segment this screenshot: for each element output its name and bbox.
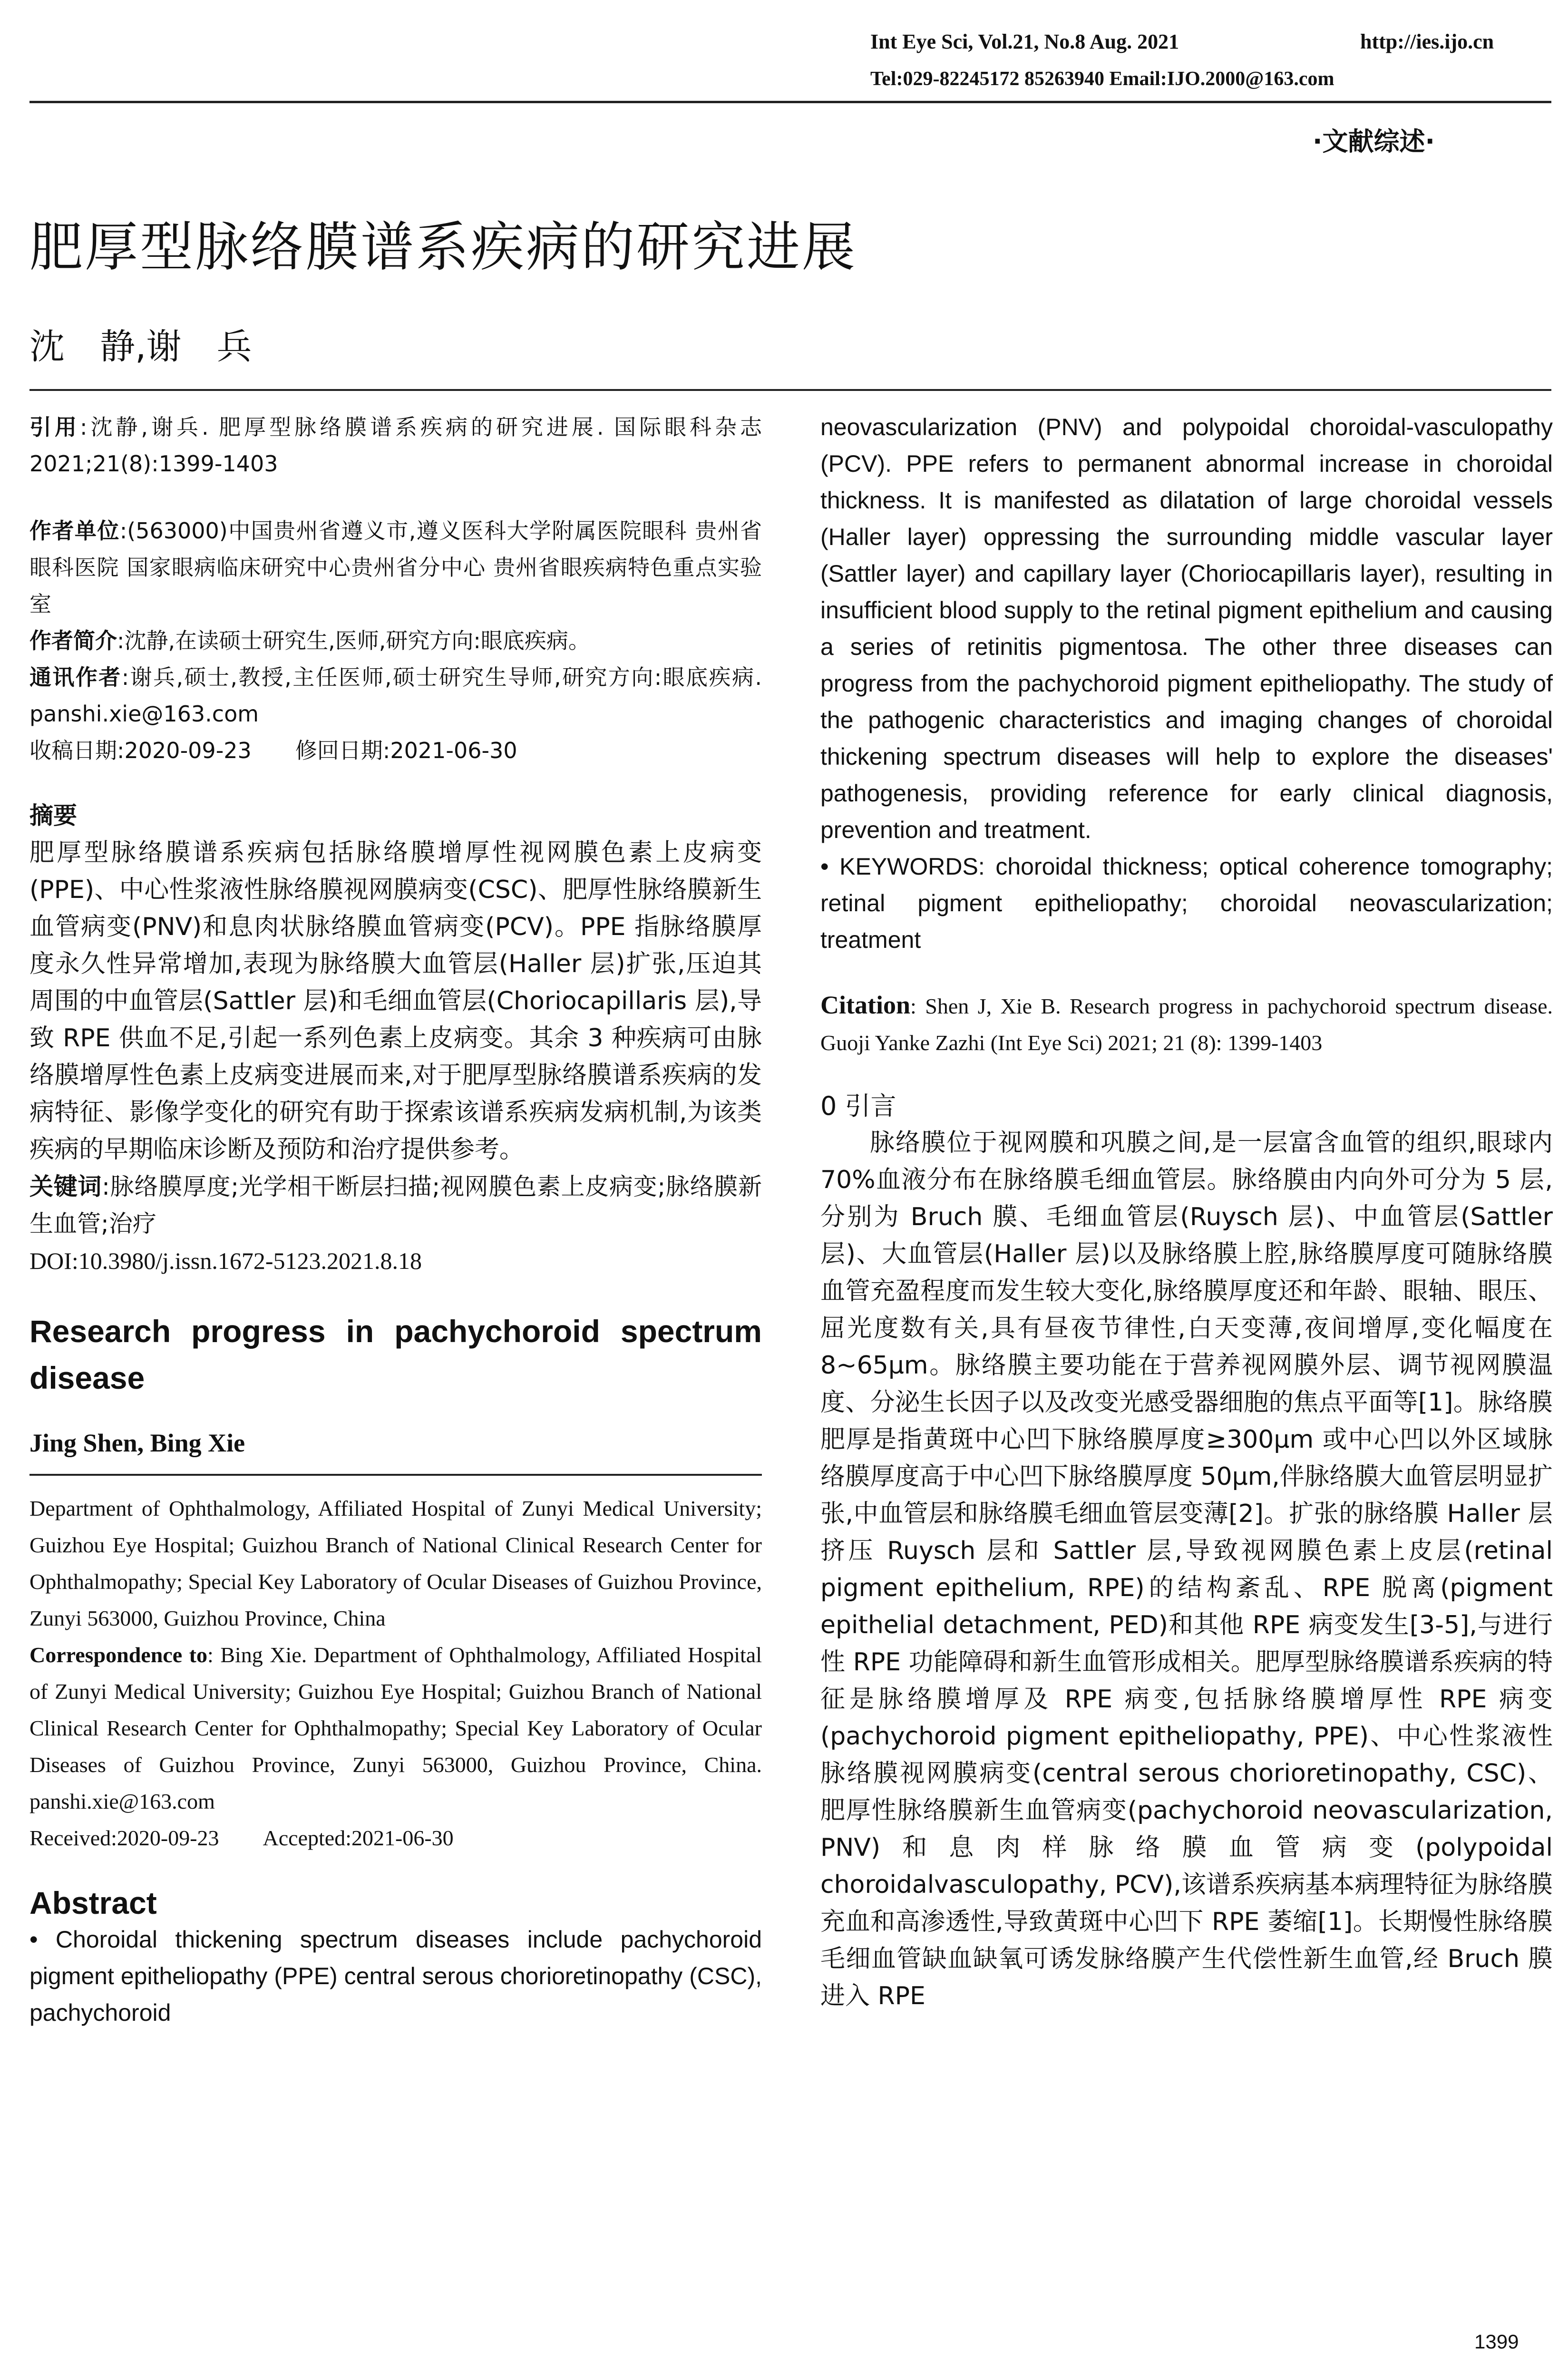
abstract-text-zh: 肥厚型脉络膜谱系疾病包括脉络膜增厚性视网膜色素上皮病变(PPE)、中心性浆液性脉络膜视网膜病变(CSC)、肥厚性脉络膜新生血管病变(PNV)和息肉状脉络膜血管病变(PCV)。PPE 指脉络膜厚度永久性异常增加,表现为脉络膜大血管层(Haller 层)扩张,压迫其周围的中血管层(Sattler 层)和毛细血管层(Choriocapillaris 层),导致 RPE 供血不足,引起一系列色素上皮病变。其余 3 种疾病可由脉络膜增厚性色素上皮病变进展而来,对于肥厚型脉络膜谱系疾病的发病特征、影像学变化的研究有助于探索该谱系疾病发病机制,为该类疾病的早期临床诊断及预防和治疗提供参考。 <box>29 838 762 1164</box>
keywords-text: :脉络膜厚度;光学相干断层扫描;视网膜色素上皮病变;脉络膜新生血管;治疗 <box>29 1173 762 1237</box>
citation-en-label: Citation <box>820 991 910 1019</box>
dates-en: Received:2020-09-23 Accepted:2021-06-30 <box>29 1826 454 1850</box>
bio-label: 作者简介 <box>29 628 117 653</box>
citation-label: 引用 <box>29 414 80 440</box>
affiliation-label: 作者单位 <box>29 518 120 544</box>
journal-line: Int Eye Sci, Vol.21, No.8 Aug. 2021 <box>870 30 1179 53</box>
left-column <box>29 409 762 2031</box>
department-en: Department of Ophthalmology, Affiliated Hospital of Zunyi Medical University; Guizhou Eye Hospital; Guizhou Branch of National Clinical Research Center for Ophthalmopathy; Special Key Laboratory of Ocular Diseases of Guizhou Province, Zunyi 563000, Guizhou Province, China <box>29 1496 762 1630</box>
intro-text: 脉络膜位于视网膜和巩膜之间,是一层富含血管的组织,眼球内 70%血液分布在脉络膜毛细血管层。脉络膜由内向外可分为 5 层,分别为 Bruch 膜、毛细血管层(Ruysch 层)、中血管层(Sattler 层)、大血管层(Haller 层)以及脉络膜上腔,脉络膜厚度可随脉络膜血管充盈程度而发生较大变化,脉络膜厚度还和年龄、眼轴、眼压、屈光度数有关,具有昼夜节律性,白天变薄,夜间增厚,变化幅度在 8~65μm。脉络膜主要功能在于营养视网膜外层、调节视网膜温度、分泌生长因子以及改变光感受器细胞的焦点平面等[1]。脉络膜肥厚是指黄斑中心凹下脉络膜厚度≥300μm 或中心凹以外区域脉络膜厚度高于中心凹下脉络膜厚度 50μm,伴脉络膜大血管层明显扩张,中血管层和脉络膜毛细血管层变薄[2]。扩张的脉络膜 Haller 层挤压 Ruysch 层和 Sattler 层,导致视网膜色素上皮层(retinal pigment epithelium, RPE)的结构紊乱、RPE 脱离(pigment epithelial detachment, PED)和其他 RPE 病变发生[3-5],与进行性 RPE 功能障碍和新生血管形成相关。肥厚型脉络膜谱系疾病的特征是脉络膜增厚及 RPE 病变,包括脉络膜增厚性 RPE 病变(pachychoroid pigment epitheliopathy, PPE)、中心性浆液性脉络膜视网膜病变(central serous chorioretinopathy, CSC)、肥厚性脉络膜新生血管病变(pachychoroid neovascularization, PNV)和息肉样脉络膜血管病变(polypoidal choroidalvasculopathy, PCV),该谱系疾病基本病理特征为脉络膜充血和高渗透性,导致黄斑中心凹下 RPE 萎缩[1]。长期慢性脉络膜毛细血管缺血缺氧可诱发脉络膜产生代偿性新生血管,经 Bruch 膜进入 RPE <box>820 1129 1553 2010</box>
journal-url[interactable]: http://ies.ijo.cn <box>1360 30 1494 53</box>
intro-heading: 0 引言 <box>820 1091 896 1121</box>
title-rule <box>29 389 1551 391</box>
citation-en <box>820 987 1553 1061</box>
citation-zh <box>29 409 762 482</box>
bio-text: :沈静,在读硕士研究生,医师,研究方向:眼底疾病。 <box>117 628 590 653</box>
abstract-en-continued: neovascularization (PNV) and polypoidal choroidal-vasculopathy (PCV). PPE refers to permanent abnormal increase in choroidal thickness. It is manifested as dilatation of large choroidal vessels (Haller layer) oppressing the surrounding middle vascular layer (Sattler layer) and capillary layer (Choriocapillaris layer), resulting in insufficient blood supply to the retinal pigment epithelium and causing a series of retinitis pigmentosa. The other three diseases can progress from the pachychoroid pigment epitheliopathy. The study of the pathogenic characteristics and imaging changes of choroidal thickening spectrum diseases will help to explore the diseases' pathogenesis, providing reference for early clinical diagnosis, prevention and treatment. <box>820 414 1553 843</box>
abstract-en-start: • Choroidal thickening spectrum diseases include pachychoroid pigment epitheliopathy (PPE) central serous chorioretinopathy (CSC), pachychoroid <box>29 1926 762 2026</box>
correspondence-en-label: Correspondence to <box>29 1643 207 1667</box>
keywords-label: 关键词 <box>29 1173 102 1200</box>
affiliation-zh <box>29 513 762 623</box>
section-label: ·文献综述· <box>1313 127 1435 156</box>
correspondence-en-text: : Bing Xie. Department of Ophthalmology, Affiliated Hospital of Zunyi Medical University; Guizhou Eye Hospital; Guizhou Branch of National Clinical Research Center for Ophthalmopathy; Special Key Laboratory of Ocular Diseases of Guizhou Province, Zunyi 563000, Guizhou Province, China. panshi.xie@163.com <box>29 1643 762 1813</box>
paper-title-en: Research progress in pachychoroid spectrum disease <box>29 1314 762 1395</box>
authors-en: Jing Shen, Bing Xie <box>29 1429 245 1457</box>
keywords-zh <box>29 1168 762 1242</box>
citation-text: :沈静,谢兵. 肥厚型脉络膜谱系疾病的研究进展. 国际眼科杂志 2021;21(8):1399-1403 <box>29 414 762 477</box>
header-rule <box>29 101 1551 103</box>
authors-zh: 沈 静,谢 兵 <box>29 326 252 367</box>
journal-contact: Tel:029-82245172 85263940 Email:IJO.2000@163.com <box>870 68 1334 90</box>
page-number: 1399 <box>1474 2330 1519 2353</box>
author-bio <box>29 623 762 659</box>
correspondence-en <box>29 1637 762 1820</box>
paper-title-zh: 肥厚型脉络膜谱系疾病的研究进展 <box>29 216 857 278</box>
dates-zh: 收稿日期:2020-09-23 修回日期:2021-06-30 <box>29 738 517 763</box>
authors-en-rule <box>29 1474 762 1476</box>
abstract-heading-en: Abstract <box>29 1885 157 1920</box>
keywords-en: • KEYWORDS: choroidal thickness; optical coherence tomography; retinal pigment epitheliopathy; choroidal neovascularization; treatment <box>820 853 1553 953</box>
doi[interactable]: DOI:10.3980/j.issn.1672-5123.2021.8.18 <box>29 1247 422 1274</box>
corresponding-author <box>29 659 762 732</box>
corr-text: :谢兵,硕士,教授,主任医师,硕士研究生导师,研究方向:眼底疾病. panshi.xie@163.com <box>29 664 762 727</box>
corr-label: 通讯作者 <box>29 664 122 690</box>
citation-en-text: : Shen J, Xie B. Research progress in pachychoroid spectrum disease. Guoji Yanke Zazhi (Int Eye Sci) 2021; 21 (8): 1399-1403 <box>820 994 1553 1055</box>
abstract-heading-zh: 摘要 <box>29 802 77 829</box>
right-column <box>820 409 1553 2015</box>
affiliation-text: :(563000)中国贵州省遵义市,遵义医科大学附属医院眼科 贵州省眼科医院 国家眼病临床研究中心贵州省分中心 贵州省眼疾病特色重点实验室 <box>29 518 762 617</box>
